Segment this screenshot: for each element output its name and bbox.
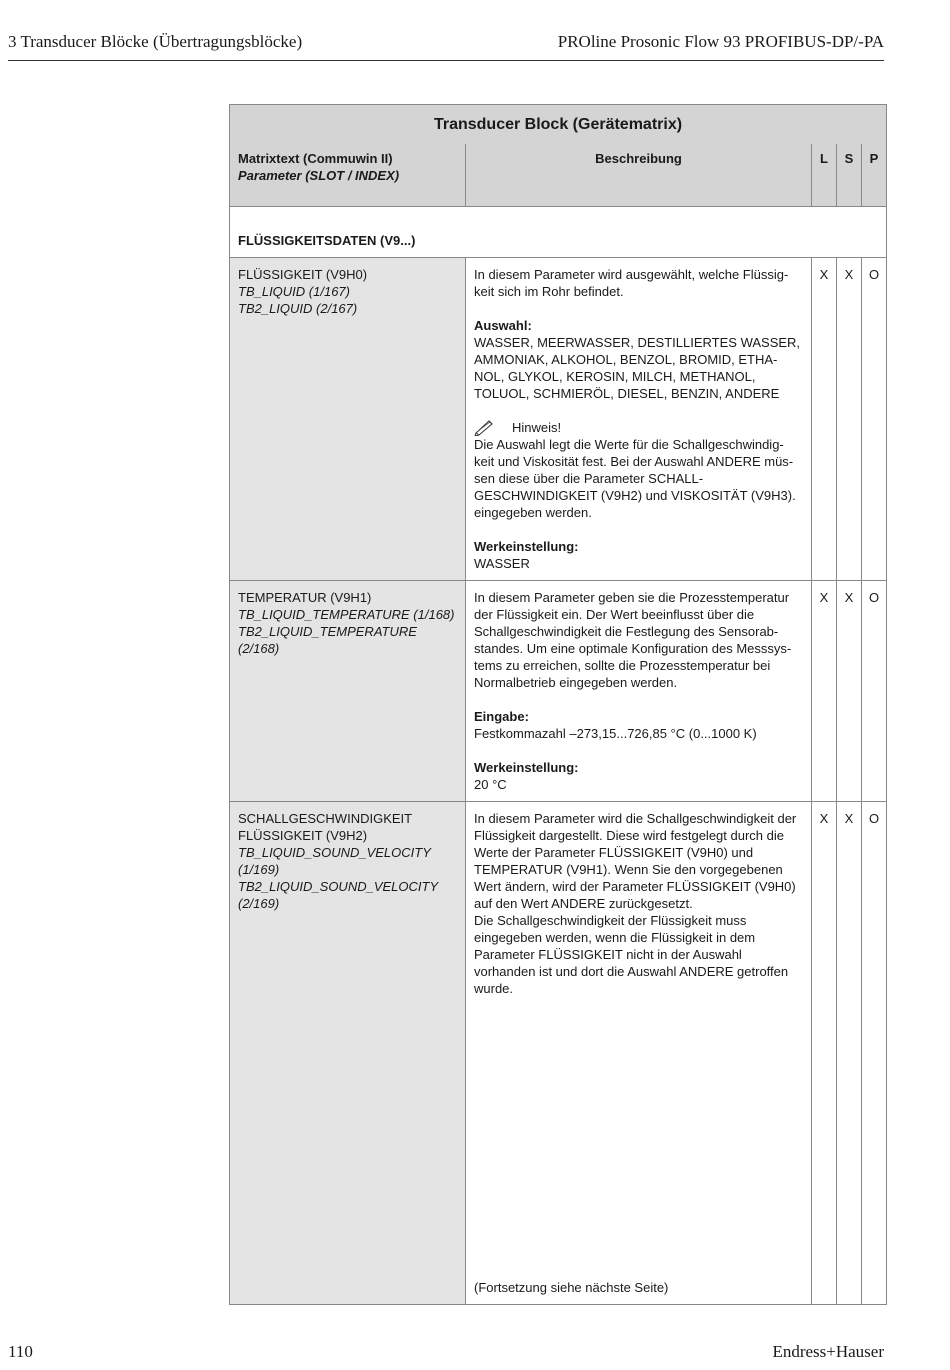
flag-s: X xyxy=(837,802,862,1305)
table-title-row xyxy=(230,105,887,145)
table-row xyxy=(230,802,887,1305)
eingabe-label: Eingabe: xyxy=(474,709,529,724)
table-row xyxy=(230,581,887,802)
auswahl-label: Auswahl: xyxy=(474,318,532,333)
description-text: In diesem Parameter wird ausgewählt, welche Flüssig-keit sich im Rohr befindet. xyxy=(474,267,789,299)
parameter-cell xyxy=(230,258,466,581)
flag-p: O xyxy=(862,581,887,802)
parameter-slot-index: TB_LIQUID (1/167) xyxy=(238,284,350,299)
brand-name: Endress+Hauser xyxy=(772,1342,884,1361)
parameter-slot-index: TB2_LIQUID (2/167) xyxy=(238,301,358,316)
continuation-note: (Fortsetzung siehe nächste Seite) xyxy=(474,1280,669,1295)
flag-p: O xyxy=(862,802,887,1305)
section-row xyxy=(230,207,887,258)
table-row xyxy=(230,258,887,581)
flag-s: X xyxy=(837,258,862,581)
section-heading-text: FLÜSSIGKEITSDATEN (V9...) xyxy=(238,233,416,248)
column-header-parameter-line2: Parameter (SLOT / INDEX) xyxy=(238,168,400,183)
header-rule xyxy=(8,60,884,61)
description-text: In diesem Parameter geben sie die Prozesstemperatur der Flüssigkeit ein. Der Wert beeinflusst über die Schallgeschwindigkeit die Festlegung des Sensorab-standes. Um eine optimale Konfiguration des Messsys-tems zu erreichen, sollte die Prozesstemperatur bei Normalbetrieb eingegeben werden. xyxy=(474,590,792,690)
parameter-name: SCHALLGESCHWINDIGKEIT FLÜSSIGKEIT (V9H2) xyxy=(238,811,412,843)
description-cell xyxy=(466,581,812,802)
parameter-slot-index: TB2_LIQUID_TEMPERATURE (2/168) xyxy=(238,624,417,656)
column-header-row xyxy=(230,144,887,207)
parameter-name: FLÜSSIGKEIT (V9H0) xyxy=(238,267,368,282)
column-header-l: L xyxy=(812,144,837,207)
page-number: 110 xyxy=(8,1342,33,1361)
description-cell xyxy=(466,258,812,581)
description-cell xyxy=(466,802,812,1305)
parameter-slot-index: TB_LIQUID_TEMPERATURE (1/168) xyxy=(238,607,455,622)
eingabe-value: Festkommazahl –273,15...726,85 °C (0...1000 K) xyxy=(474,726,757,741)
column-header-matrixtext-line1: Matrixtext (Commuwin II) xyxy=(238,151,393,166)
column-header-p: P xyxy=(862,144,887,207)
flag-l: X xyxy=(812,581,837,802)
werkeinstellung-label: Werkeinstellung: xyxy=(474,760,579,775)
column-header-beschreibung: Beschreibung xyxy=(466,144,812,207)
parameter-slot-index: TB_LIQUID_SOUND_VELOCITY (1/169) xyxy=(238,845,431,877)
column-header-matrixtext xyxy=(230,144,466,207)
description-text: In diesem Parameter wird die Schallgeschwindigkeit der Flüssigkeit dargestellt. Diese wird festgelegt durch die Werte der Parameter FLÜSSIGKEIT (V9H0) und TEMPERATUR (V9H1). Wenn Sie den vorgegebenen Wert ändern, wird der Parameter FLÜSSIGKEIT (V9H0) auf den Wert ANDERE zurückgesetzt. xyxy=(474,811,797,911)
parameter-cell xyxy=(230,581,466,802)
table-title: Transducer Block (Gerätematrix) xyxy=(230,105,887,145)
hinweis-text: Die Auswahl legt die Werte für die Schallgeschwindig-keit und Viskosität fest. Bei der Auswahl ANDERE müs-sen diese über die Parameter SCHALL-GESCHWINDIGKEIT (V9H2) und VISKOSITÄT (V9H3). eingegeben werden. xyxy=(474,437,796,520)
parameter-slot-index: TB2_LIQUID_SOUND_VELOCITY (2/169) xyxy=(238,879,438,911)
parameter-name: TEMPERATUR (V9H1) xyxy=(238,590,372,605)
hinweis-label: Hinweis! xyxy=(512,420,562,435)
header-product-title: PROline Prosonic Flow 93 PROFIBUS-DP/-PA xyxy=(557,32,884,51)
werkeinstellung-value: WASSER xyxy=(474,556,530,571)
hinweis-line xyxy=(474,419,803,436)
auswahl-options: WASSER, MEERWASSER, DESTILLIERTES WASSER, AMMONIAK, ALKOHOL, BENZOL, BROMID, ETHA-NOL, GLYKOL, KEROSIN, MILCH, METHANOL, TOLUOL, SCHMIERÖL, DIESEL, BENZIN, ANDERE xyxy=(474,335,801,401)
werkeinstellung-value: 20 °C xyxy=(474,777,507,792)
parameter-cell xyxy=(230,802,466,1305)
flag-s: X xyxy=(837,581,862,802)
column-header-s: S xyxy=(837,144,862,207)
flag-l: X xyxy=(812,802,837,1305)
flag-p: O xyxy=(862,258,887,581)
section-heading xyxy=(230,207,887,258)
werkeinstellung-label: Werkeinstellung: xyxy=(474,539,579,554)
transducer-block-table xyxy=(229,104,887,1305)
pencil-note-icon xyxy=(474,420,496,436)
flag-l: X xyxy=(812,258,837,581)
header-chapter-title: 3 Transducer Blöcke (Übertragungsblöcke) xyxy=(8,32,303,51)
description-text-continued: Die Schallgeschwindigkeit der Flüssigkeit muss eingegeben werden, wenn die Flüssigkeit in dem Parameter FLÜSSIGKEIT nicht in der Auswahl vorhanden ist und dort die Auswahl ANDERE getroffen wurde. xyxy=(474,913,789,996)
